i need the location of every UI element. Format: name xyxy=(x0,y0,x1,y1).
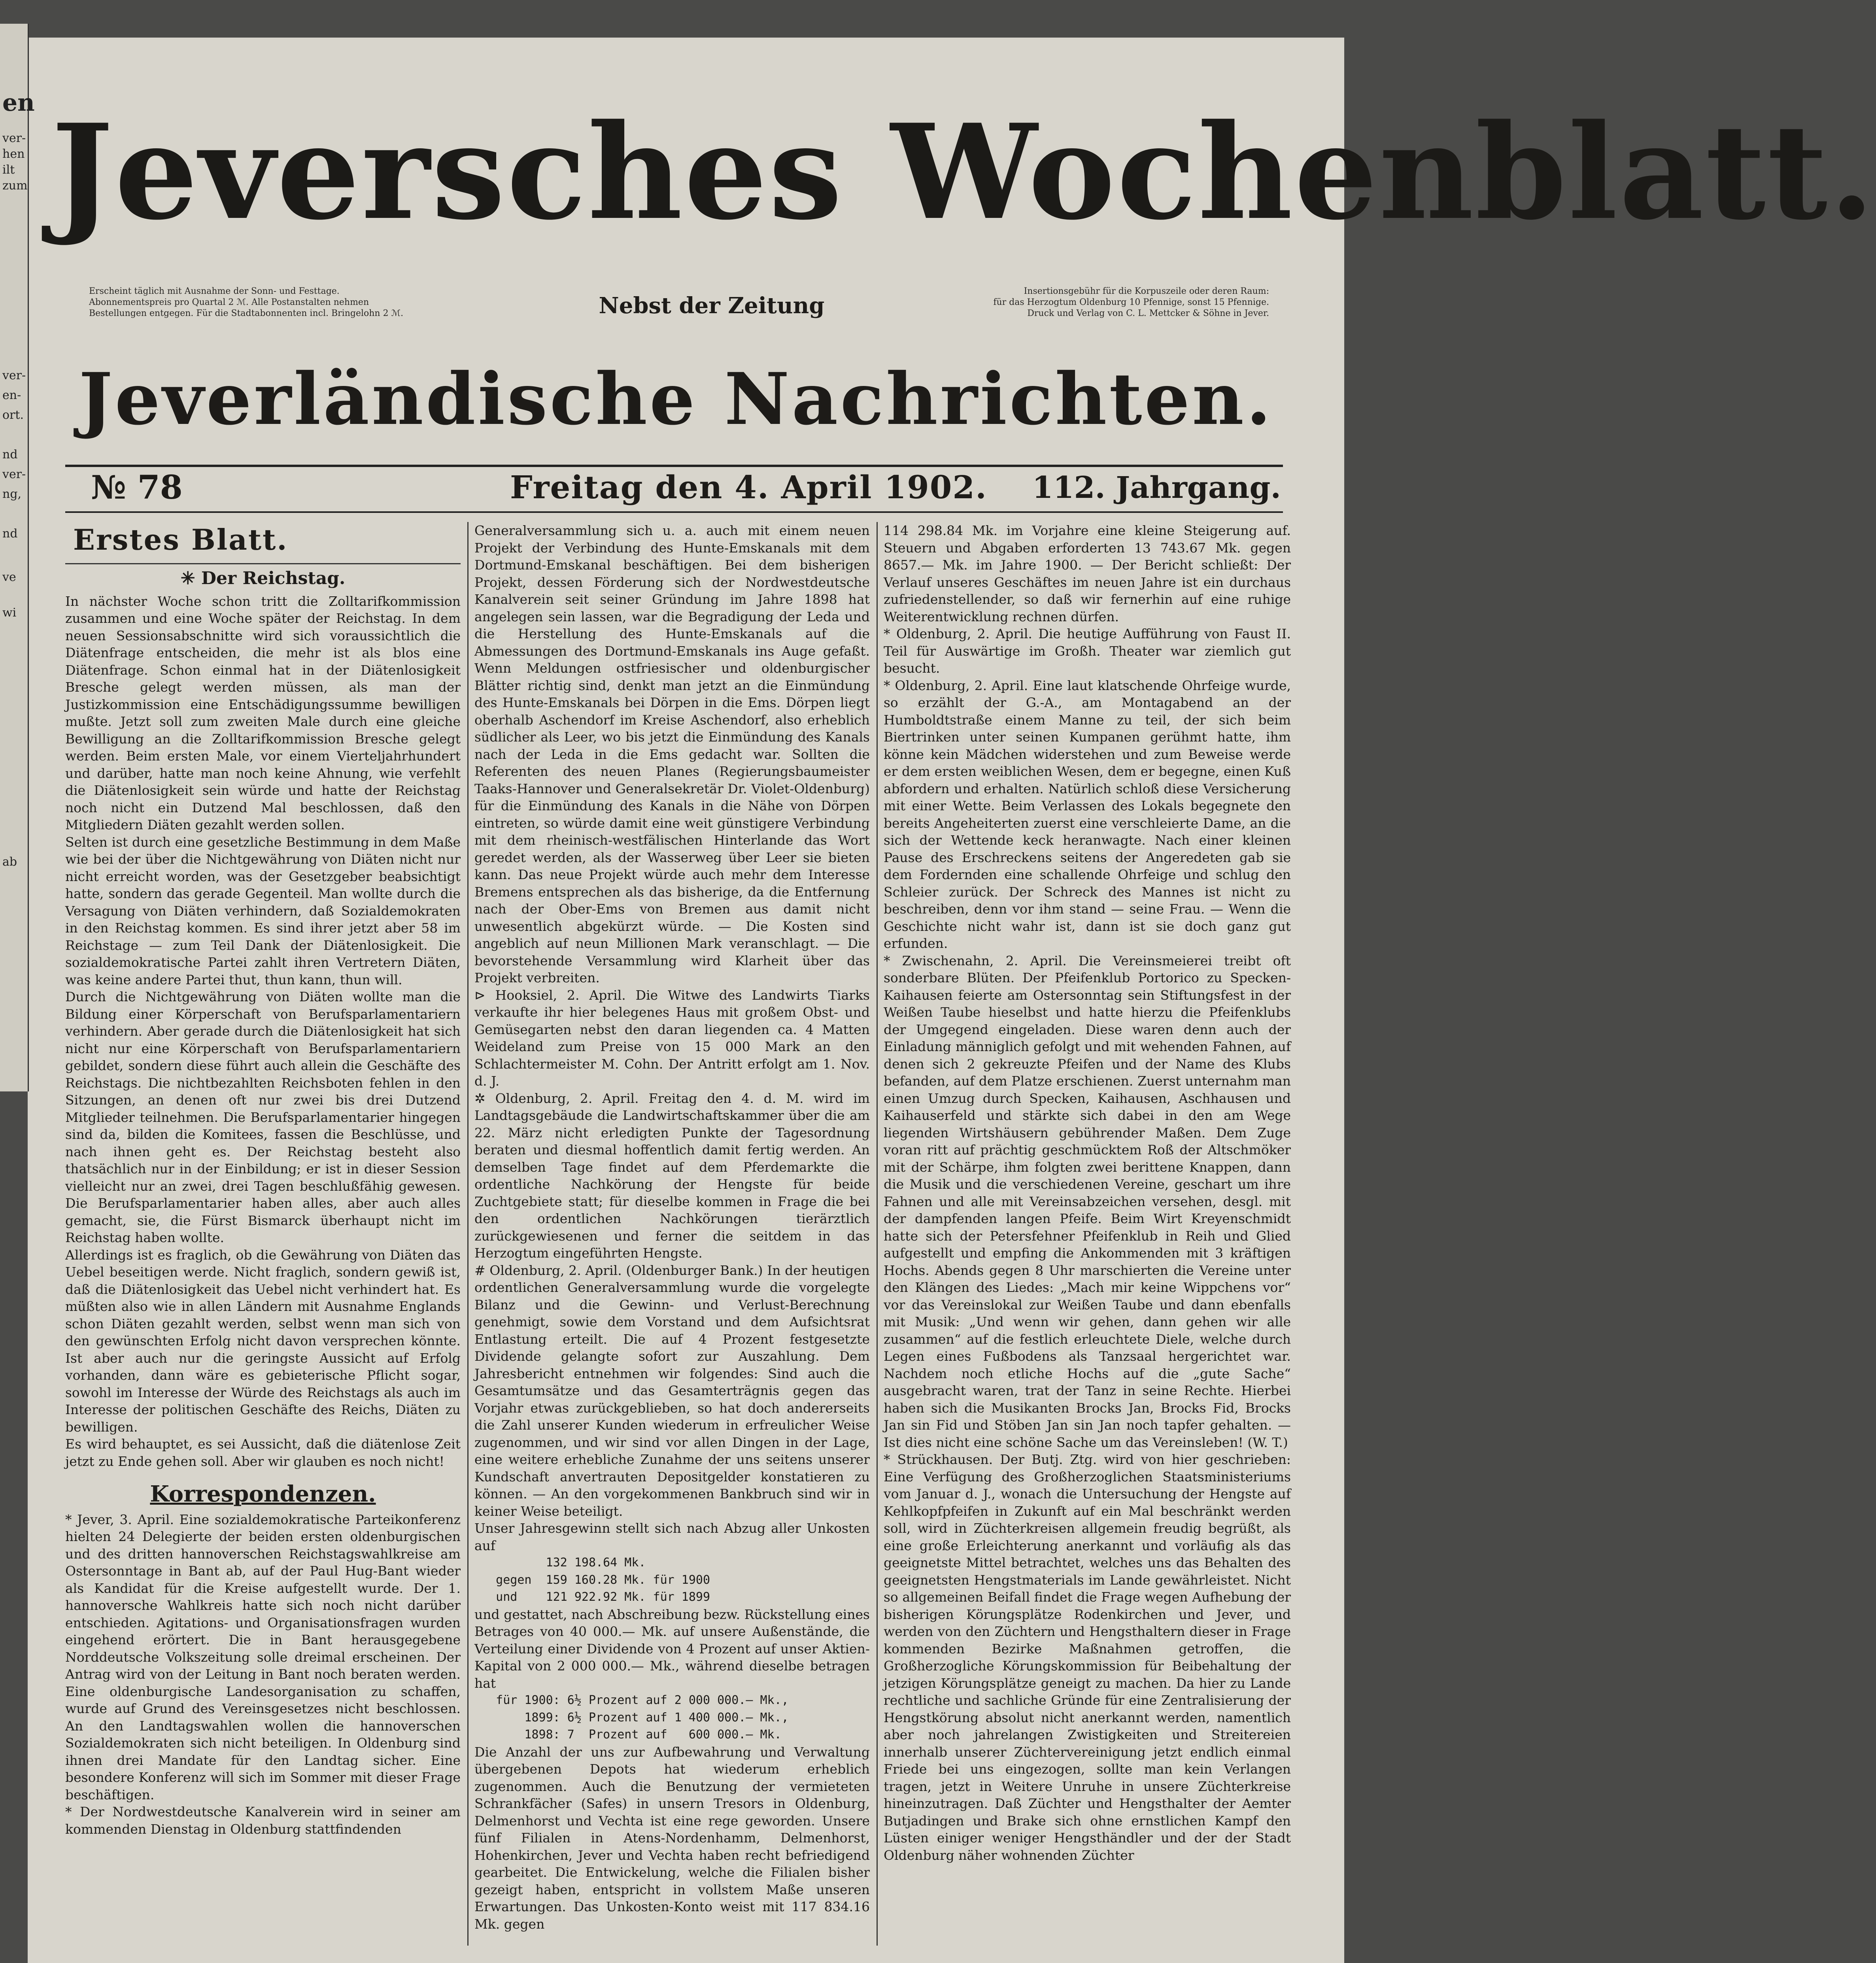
advertising-line: Druck und Verlag von C. L. Mettcker & Söhne in Jever. xyxy=(1027,308,1269,318)
article-paragraph: ✲ Oldenburg, 2. April. Freitag den 4. d. M. wird im Landtagsgebäude die Landwirtschaftskammer über die am 22. März nicht erledigten Punkte der Tagesordnung beraten und diesmal hoffentlich damit fertig werden. An demselben Tage findet auf dem Pferdemarkte die ordentliche Nachkörung der Hengste für beide Zuchtgebiete statt; für dieselbe kommen in Frage die bei den ordentlichen Nachkörungen tierärztlich zurückgewiesenen und ferner die seitdem in das Herzogtum eingeführten Hengste. xyxy=(474,1090,870,1261)
article-paragraph: * Jever, 3. April. Eine sozialdemokratische Parteikonferenz hielten 24 Delegierte der beiden ersten oldenburgischen und des dritten hannoverschen Reichstagswahlkreise am Ostersonntage in Bant ab, auf der Paul Hug-Bant wieder als Kandidat für die Kreise aufgestellt wurde. Der 1. hannoversche Wahlkreis hatte sich noch nicht darüber entschieden. Agitations- und Organisationsfragen wurden eingehend erörtert. Die in Bant herausgegebene Norddeutsche Volkszeitung solle dreimal erscheinen. Der Antrag wird von der Leitung in Bant noch beraten werden. Eine oldenburgische Landesorganisation zu schaffen, wurde auf Grund des Vereinsgesetzes nicht beschlossen. An den Landtagswahlen wollen die hannoverschen Sozialdemokraten sich nicht beteiligen. In Oldenburg sind ihnen drei Mandate für den Landtag sicher. Eine besondere Konferenz will sich im Sommer mit dieser Frage beschäftigen. xyxy=(65,1511,461,1802)
subscription-info xyxy=(89,286,532,319)
article-paragraph: Allerdings ist es fraglich, ob die Gewährung von Diäten das Uebel beseitigen werde. Nicht fraglich, sondern gewiß ist, daß die Diätenlosigkeit das Uebel nicht verhindert hat. Es müßten also wie in allen Ländern mit Ausnahme Englands schon Diäten gezahlt werden, selbst wenn man sich von den gewünschten Erfolg nicht davon versprechen könnte. Ist aber auch nur die geringste Aussicht auf Erfolg vorhanden, dann wäre es gebieterische Pflicht sogar, sowohl im Interesse der Würde des Reichstags als auch im Interesse der politischen Geschäfte des Reichs, Diäten zu bewilligen. xyxy=(65,1247,461,1435)
advertising-info xyxy=(842,286,1269,319)
article-paragraph: Durch die Nichtgewährung von Diäten wollte man die Bildung einer Körperschaft von Berufsparlamentariern verhindern. Aber gerade durch die Diätenlosigkeit hat sich nicht nur eine Körperschaft von Berufsparlamentariern gebildet, sondern diese führt auch allein die Geschäfte des Reichstags. Die nichtbezahlten Reichsboten fehlen in den Sitzungen, an denen oft nur zwei bis drei Dutzend Mitglieder teilnehmen. Die Berufsparlamentarier hingegen sind da, bilden die Komitees, fassen die Beschlüsse, und nach ihnen geht es. Der Reichstag besteht also thatsächlich nur in der Einbildung; er ist in dieser Session vielleicht nur an zwei, drei Tagen beschlußfähig gewesen. Die Berufsparlamentarier haben alles, aber auch alles gemacht, sie, die Fürst Bismarck überhaupt nicht im Reichstag haben wollte. xyxy=(65,989,461,1245)
advertising-line: Insertionsgebühr für die Korpuszeile oder deren Raum: xyxy=(1024,286,1269,296)
subscription-line: Bestellungen entgegen. Für die Stadtabonnenten incl. Bringelohn 2 ℳ. xyxy=(89,308,404,318)
edge-fragment: en xyxy=(2,89,35,117)
subscription-line: Erscheint täglich mit Ausnahme der Sonn- und Festtage. xyxy=(89,286,340,296)
article-paragraph: 114 298.84 Mk. im Vorjahre eine kleine Steigerung auf. Steuern und Abgaben erforderten 13 743.67 Mk. gegen 8657.— Mk. im Jahre 1900. — Der Bericht schließt: Der Verlauf unseres Geschäftes im neuen Jahre ist ein durchaus zufriedenstellender, so daß wir fernerhin auf eine ruhige Weiterentwicklung rechnen dürfen. xyxy=(884,523,1291,624)
issue-date: Freitag den 4. April 1902. xyxy=(510,469,987,506)
section-heading: Korrespondenzen. xyxy=(150,1481,376,1507)
article-paragraph: Selten ist durch eine gesetzliche Bestimmung in dem Maße wie bei der über die Nichtgewährung von Diäten nicht nur nicht erreicht worden, was der Gesetzgeber beabsichtigt hatte, sondern das gerade Gegenteil. Man wollte durch die Versagung von Diäten verhindern, daß Sozialdemokraten in den Reichstag kommen. Es sind ihrer jetzt aber 58 im Reichstage — zum Teil Dank der Diätenlosigkeit. Die sozialdemokratische Partei zahlt ihren Vertretern Diäten, was keine andere Partei thut, thun kann, thun will. xyxy=(65,834,461,987)
article-paragraph: und gestattet, nach Abschreibung bezw. Rückstellung eines Betrages von 40 000.— Mk. auf unsere Außenstände, die Verteilung einer Dividende von 4 Prozent auf unser Aktien-Kapital von 2 000 000.— Mk., während dieselbe betragen hat xyxy=(474,1606,870,1691)
edge-fragment: nd xyxy=(2,527,18,541)
article-paragraph: ⊳ Hooksiel, 2. April. Die Witwe des Landwirts Tiarks verkaufte ihr hier belegenes Haus mit großem Obst- und Gemüsegarten nebst den daran liegenden ca. 4 Matten Weideland zum Preise von 15 000 Mark an den Schlachtermeister M. Cohn. Der Antritt erfolgt am 1. Nov. d. J. xyxy=(474,987,870,1089)
article-heading: ✳ Der Reichstag. xyxy=(180,568,346,588)
volume-number: 112. Jahrgang. xyxy=(1032,470,1281,505)
edge-fragment: ver- xyxy=(2,369,26,382)
article-paragraph: Generalversammlung sich u. a. auch mit einem neuen Projekt der Verbindung des Hunte-Emskanals mit dem Dortmund-Emskanal beschäftigen. Bei dem bisherigen Projekt, dessen Förderung sich der Nordwestdeutsche Kanalverein seit seiner Gründung im Jahre 1898 hat angelegen sein lassen, war die Begradigung der Leda und die Herstellung des Hunte-Emskanals auf die Abmessungen des Dortmund-Emskanals ins Auge gefaßt. Wenn Meldungen ostfriesischer und oldenburgischer Blätter richtig sind, denkt man jetzt an die Einmündung des Hunte-Emskanals bei Dörpen in die Ems. Dörpen liegt oberhalb Aschendorf im Kreise Aschendorf, also erheblich südlicher als Leer, wo bis jetzt die Einmündung des Kanals nach der Leda in die Ems gedacht war. Sollten die Referenten des neuen Planes (Regierungsbaumeister Taaks-Hannover und Generalsekretär Dr. Violet-Oldenburg) für die Einmündung des Kanals in die Nähe von Dörpen eintreten, so würde damit eine weit günstigere Verbindung mit dem rheinisch-westfälischen Hinterlande das Wort geredet werden, als der Wasserweg über Leer sie bieten kann. Das neue Projekt würde auch mehr dem Interesse Bremens entsprechen als das bisherige, da die Entfernung nach der Ober-Ems von Bremen aus damit nicht unwesentlich abgekürzt würde. — Die Kosten sind angeblich auf neun Millionen Mark veranschlagt. — Die bevorstehende Versammlung wird Klarheit über das Projekt verbreiten. xyxy=(474,523,870,985)
column-divider xyxy=(467,522,469,1946)
figure-line: 1898: 7 Prozent auf 600 000.— Mk. xyxy=(474,1728,782,1742)
edge-fragment: ve xyxy=(2,570,16,584)
edge-fragment: zum xyxy=(2,179,28,193)
divider xyxy=(65,563,461,564)
companion-note: Nebst der Zeitung xyxy=(599,293,825,319)
article-paragraph: # Oldenburg, 2. April. (Oldenburger Bank.) In der heutigen ordentlichen Generalversammlung wurde die vorgelegte Bilanz und die Gewinn- und Verlust-Berechnung genehmigt, sowie dem Vorstand und dem Aufsichtsrat Entlastung erteilt. Die auf 4 Prozent festgesetzte Dividende gelangte sofort zur Auszahlung. Dem Jahresbericht entnehmen wir folgendes: Sind auch die Gesamtumsätze und das Gesamterträgnis gegen das Vorjahr etwas zurückgeblieben, so hat doch andererseits die Zahl unserer Kunden wiederum in erfreulicher Weise zugenommen, und wir sind vor allen Dingen in der Lage, eine weitere erhebliche Zunahme der uns seitens unserer Kundschaft anvertrauten Depositgelder konstatieren zu können. — An den vorgekommenen Bankbruch sind wir in keiner Weise beteiligt. xyxy=(474,1262,870,1519)
column-2 xyxy=(474,522,870,1933)
article-paragraph: Es wird behauptet, es sei Aussicht, daß die diätenlose Zeit jetzt zu Ende gehen soll. Aber wir glauben es noch nicht! xyxy=(65,1436,461,1469)
adjacent-page-edge xyxy=(0,24,35,1091)
edge-fragment: en- xyxy=(2,388,21,402)
dateline xyxy=(67,467,1281,510)
figure-line: und 121 922.92 Mk. für 1899 xyxy=(474,1590,710,1604)
figure-line: 1899: 6½ Prozent auf 1 400 000.— Mk., xyxy=(474,1710,789,1725)
newspaper-subtitle: Jeverländische Nachrichten. xyxy=(79,357,1273,441)
article-paragraph: * Oldenburg, 2. April. Die heutige Aufführung von Faust II. Teil für Auswärtige im Großh. Theater war ziemlich gut besucht. xyxy=(884,626,1291,676)
edge-fragment: hen xyxy=(2,147,25,161)
edge-fragment: ng, xyxy=(2,487,22,501)
edge-fragment: ilt xyxy=(2,163,15,177)
edge-fragment: ort. xyxy=(2,408,24,422)
issue-number: № 78 xyxy=(91,469,183,507)
article-paragraph: * Oldenburg, 2. April. Eine laut klatschende Ohrfeige wurde, so erzählt der G.-A., am Montagabend an der Humboldtstraße einem Manne zu teil, der sich beim Biertrinken unter seinen Kumpanen gerühmt hatte, ihm könne kein Mädchen widerstehen und zum Beweise werde er dem ersten weiblichen Wesen, dem er begegne, einen Kuß abfordern und erhalten. Natürlich schloß diese Versicherung mit einer Wette. Beim Verlassen des Lokals begegnete den bereits Angeheiterten zuerst eine verschleierte Dame, an die sich der Wettende keck heranwagte. Nach einer kleinen Pause des Erschreckens seitens der Angeredeten gab sie dem Fordernden eine schallende Ohrfeige und schlug den Schleier zurück. Der Schreck des Mannes ist nicht zu beschreiben, denn vor ihm stand — seine Frau. — Wenn die Geschichte nicht wahr ist, dann ist sie doch ganz gut erfunden. xyxy=(884,677,1291,951)
newspaper-title: Jeversches Wochenblatt. xyxy=(51,95,1876,249)
newspaper-page xyxy=(28,38,1876,1963)
figure-line: gegen 159 160.28 Mk. für 1900 xyxy=(474,1573,710,1587)
edge-fragment: ver- xyxy=(2,131,26,145)
article-paragraph: * Der Nordwestdeutsche Kanalverein wird in seiner am kommenden Dienstag in Oldenburg stattfindenden xyxy=(65,1804,461,1837)
figure-line: für 1900: 6½ Prozent auf 2 000 000.— Mk., xyxy=(474,1693,789,1707)
edge-fragment: wi xyxy=(2,606,17,620)
article-paragraph: Unser Jahresgewinn stellt sich nach Abzug aller Unkosten auf xyxy=(474,1520,870,1553)
article-paragraph: * Strückhausen. Der Butj. Ztg. wird von hier geschrieben: Eine Verfügung des Großherzoglichen Staatsministeriums vom Januar d. J., wonach die Untersuchung der Hengste auf Kehlkopfpfeifen in Zukunft auf ein Mal beschränkt werden soll, wird in Züchterkreisen allgemein freudig begrüßt, als eine große Erleichterung anerkannt und vorläufig als das geeignetste Mittel betrachtet, welches uns das Behalten des geeignetsten Hengstmaterials im Lande gewährleistet. Nicht so allgemeinen Beifall findet die Frage wegen Aufhebung der bisherigen Körungsplätze Rodenkirchen und Jever, und werden von den Züchtern und Hengsthaltern dieser in Frage kommenden Bezirke Maßnahmen getroffen, die Großherzogliche Körungskommission für Beibehaltung der jetzigen Körungsplätze geneigt zu machen. Da hier zu Lande rechtliche und sachliche Gründe für eine Zentralisierung der Hengstkörung absolut nicht anerkannt werden, namentlich aber noch jahrelangen Zwistigkeiten und Streitereien innerhalb unserer Züchtervereinigung jetzt endlich einmal Friede bei uns eingezogen, sollte man kein Verlangen tragen, jetzt in Weitere Unruhe in unsere Züchterkreise hineinzutragen. Daß Züchter und Hengsthalter der Aemter Butjadingen und Brake sich ohne ernstlichen Kampf den Lüsten einiger weniger Hengsthändler und der der Stadt Oldenburg näher wohnenden Züchter xyxy=(884,1452,1291,1863)
figure-line: 132 198.64 Mk. xyxy=(474,1556,646,1570)
column-1 xyxy=(65,522,461,1838)
edge-fragment: ver- xyxy=(2,467,26,481)
edge-fragment: ab xyxy=(2,855,17,869)
divider xyxy=(65,511,1283,513)
column-3 xyxy=(884,522,1291,1864)
column-divider xyxy=(877,522,878,1946)
article-paragraph: In nächster Woche schon tritt die Zolltarifkommission zusammen und eine Woche später der Reichstag. In dem neuen Sessionsabschnitte wird sich voraussichtlich die Diätenfrage entscheiden, die mehr ist als blos eine Diätenfrage. Schon einmal hat in der Diätenlosigkeit Bresche gelegt werden müssen, als man der Justizkommission eine Entschädigungssumme bewilligen mußte. Jetzt soll zum zweiten Male durch eine gleiche Bewilligung an die Zolltarifkommission Bresche gelegt werden. Beim ersten Male, vor einem Vierteljahrhundert und darüber, hatte man noch keine Ahnung, wie verfehlt die Diätenlosigkeit sein würde und hatte der Reichstag noch nicht ein Dutzend Mal beschlossen, daß den Mitgliedern Diäten gezahlt werden sollen. xyxy=(65,593,461,832)
advertising-line: für das Herzogtum Oldenburg 10 Pfennige, sonst 15 Pfennige. xyxy=(993,297,1269,307)
article-paragraph: Die Anzahl der uns zur Aufbewahrung und Verwaltung übergebenen Depots hat wiederum erheblich zugenommen. Auch die Benutzung der vermieteten Schrankfächer (Safes) in unsern Tresors in Oldenburg, Delmenhorst und Vechta ist eine rege geworden. Unsere fünf Filialen in Atens-Nordenhamm, Delmenhorst, Hohenkirchen, Jever und Vechta haben recht befriedigend gearbeitet. Die Entwickelung, welche die Filialen bisher gezeigt haben, entspricht in vollstem Maße unseren Erwartungen. Das Unkosten-Konto weist mit 117 834.16 Mk. gegen xyxy=(474,1744,870,1932)
article-paragraph: * Zwischenahn, 2. April. Die Vereinsmeierei treibt oft sonderbare Blüten. Der Pfeifenklub Portorico zu Specken-Kaihausen feierte am Ostersonntag sein Stiftungsfest in der Weißen Taube hieselbst und hatte hierzu die Pfeifenklubs der Umgegend eingeladen. Diese waren denn auch der Einladung männiglich gefolgt und mit wehenden Fahnen, auf denen sich 2 gekreuzte Pfeifen und der Name des Klubs befanden, auf dem Platze erschienen. Zuerst unternahm man einen Umzug durch Specken, Kaihausen, Aschhausen und Kaihauserfeld und stärkte sich dabei in den am Wege liegenden Wirtshäusern gebührender Maßen. Dem Zuge voran ritt auf prächtig geschmücktem Roß der Altschmöker mit der Schärpe, ihm folgten zwei berittene Knappen, dann die Musik und die verschiedenen Vereine, geschart um ihre Fahnen und alle mit Vereinsabzeichen versehen, desgl. mit der dampfenden langen Pfeife. Beim Wirt Kreyenschmidt hatte sich der Petersfehner Pfeifenklub in Reih und Glied aufgestellt und empfing die Ankommenden mit 3 kräftigen Hochs. Abends gegen 8 Uhr marschierten die Vereine unter den Klängen des Liedes: „Mach mir keine Wippchens vor“ vor das Vereinslokal zur Weißen Taube und dann ebenfalls mit Musik: „Und wenn wir gehen, dann gehen wir alle zusammen“ auf die festlich erleuchtete Diele, welche durch Legen eines Fußbodens als Tanzsaal hergerichtet war. Nachdem noch etliche Hochs auf die „gute Sache“ ausgebracht waren, trat der Tanz in seine Rechte. Hierbei haben sich die Musikanten Brocks Jan, Brocks Fid, Brocks Jan sin Fid und Stöben Jan sin Jan noch tapfer gehalten. — Ist dies nicht eine schöne Sache um das Vereinsleben! (W. T.) xyxy=(884,953,1291,1450)
section-title: Erstes Blatt. xyxy=(73,523,288,556)
subscription-line: Abonnementspreis pro Quartal 2 ℳ. Alle Postanstalten nehmen xyxy=(89,297,369,307)
edge-fragment: nd xyxy=(2,448,18,461)
masthead xyxy=(51,95,1876,319)
